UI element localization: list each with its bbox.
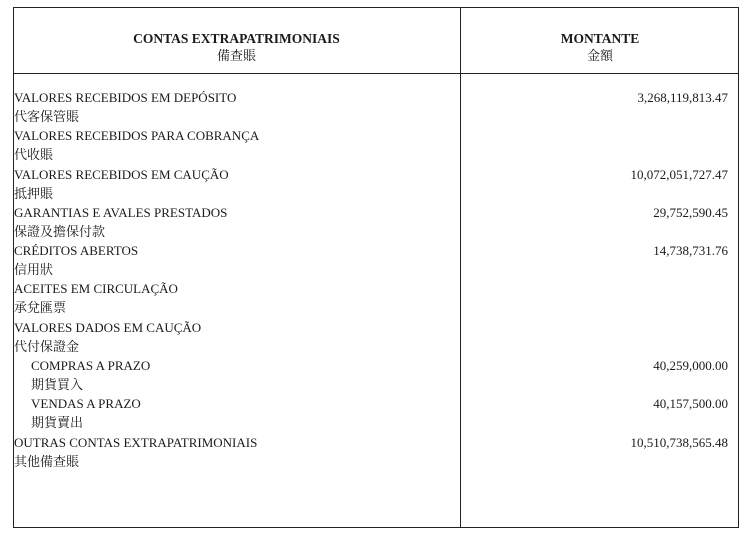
amount-value: 3,268,119,813.47	[637, 90, 728, 105]
amount-value: 29,752,590.45	[653, 204, 728, 220]
table-row	[14, 356, 738, 394]
account-label-pt: VALORES RECEBIDOS PARA COBRANÇA	[14, 128, 260, 144]
account-label-pt: VALORES RECEBIDOS EM DEPÓSITO	[14, 90, 237, 105]
account-label-zh: 期貨賣出	[31, 415, 84, 431]
account-label-zh: 代客保管賬	[14, 109, 80, 124]
account-label-pt: ACEITES EM CIRCULAÇÃO	[14, 281, 178, 297]
table-row	[14, 241, 738, 279]
account-label-pt: CRÉDITOS ABERTOS	[14, 243, 139, 259]
table-row	[14, 88, 738, 126]
table-row	[14, 126, 738, 164]
amount-header-subtitle: 金額	[586, 48, 613, 63]
account-label-zh: 信用狀	[14, 262, 54, 278]
account-label-pt: GARANTIAS E AVALES PRESTADOS	[14, 204, 228, 220]
accounts-column-header	[13, 30, 460, 64]
account-label-pt: OUTRAS CONTAS EXTRAPATRIMONIAIS	[14, 434, 258, 450]
amount-column-header	[461, 30, 739, 64]
amount-value: 10,072,051,727.47	[630, 166, 728, 182]
account-label-zh: 其他備查賬	[14, 453, 80, 469]
account-label-pt: COMPRAS A PRAZO	[31, 358, 151, 374]
table-row	[14, 279, 738, 317]
table-row	[14, 318, 738, 356]
amount-header-title: MONTANTE	[560, 31, 640, 46]
amount-value: 40,259,000.00	[653, 358, 728, 374]
table-row	[14, 165, 738, 203]
amount-value: 40,157,500.00	[653, 396, 728, 412]
account-label-zh: 抵押賬	[14, 185, 54, 201]
account-label-pt: VALORES DADOS EM CAUÇÃO	[14, 319, 202, 335]
amount-value: 10,510,738,565.48	[630, 434, 728, 450]
account-label-zh: 承兌匯票	[14, 300, 67, 316]
account-label-pt: VENDAS A PRAZO	[31, 396, 141, 412]
accounts-header-subtitle: 備查賬	[216, 48, 256, 63]
table-body	[14, 88, 738, 471]
account-label-zh: 代付保證金	[14, 338, 80, 354]
header-rule	[13, 73, 739, 74]
account-label-zh: 保證及擔保付款	[14, 223, 106, 239]
table-row	[14, 203, 738, 241]
account-label-zh: 代收賬	[14, 147, 54, 163]
account-label-pt: VALORES RECEBIDOS EM CAUÇÃO	[14, 166, 229, 182]
table-row	[14, 433, 738, 471]
account-label-zh: 期貨買入	[31, 377, 84, 393]
accounts-header-title: CONTAS EXTRAPATRIMONIAIS	[133, 31, 340, 46]
amount-value: 14,738,731.76	[653, 243, 728, 259]
table-row	[14, 394, 738, 432]
